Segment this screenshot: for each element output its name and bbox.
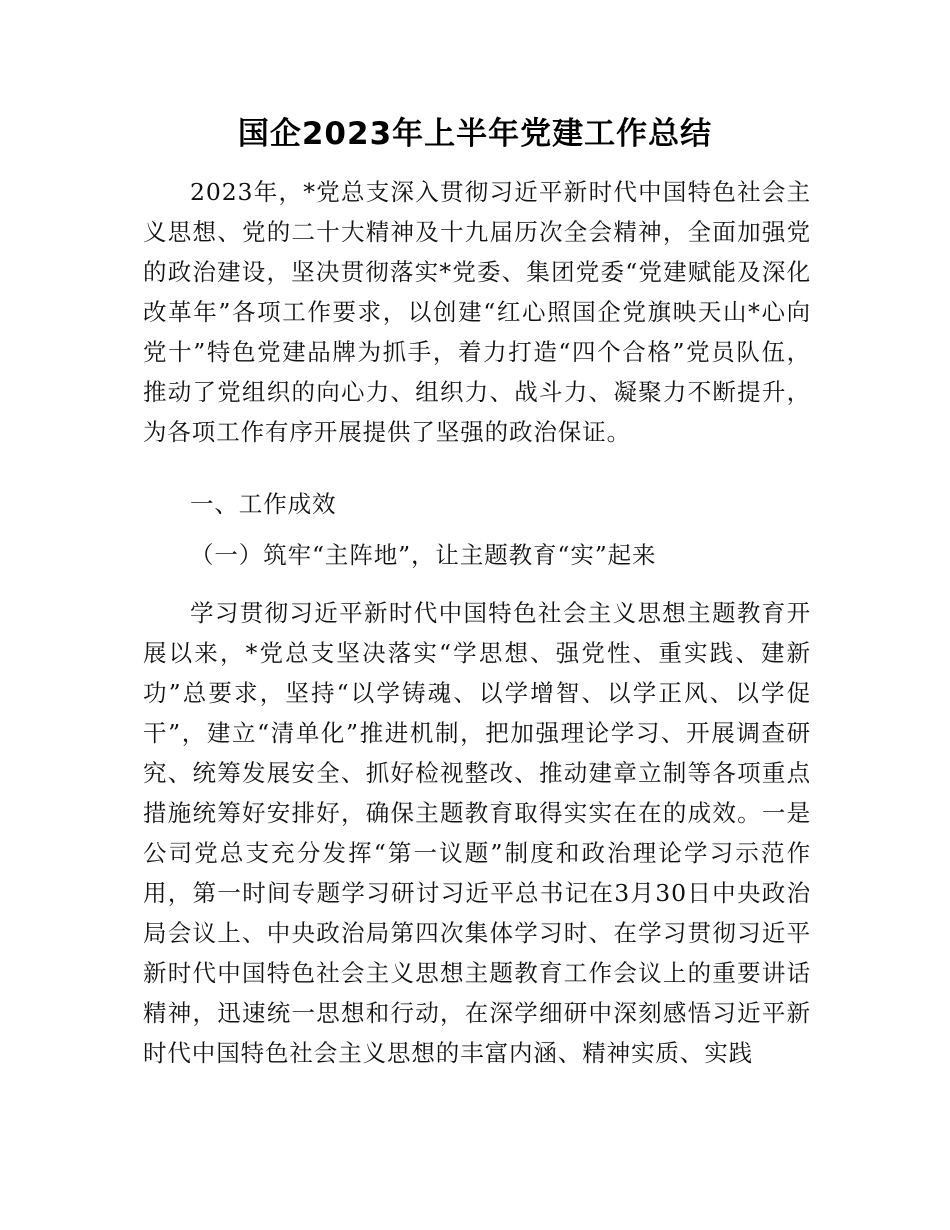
subsection-heading-main-position: （一）筑牢“主阵地”，让主题教育“实”起来: [190, 541, 657, 569]
section-heading-work-results: 一、工作成效: [190, 490, 337, 518]
study-paragraph: 学习贯彻习近平新时代中国特色社会主义思想主题教育开展以来，*党总支坚决落实“学思想、强党性、重实践、建新功”总要求，坚持“以学铸魂、以学增智、以学正风、以学促干”，建立“清单化”推进机制，把加强理论学习、开展调查研究、统筹发展安全、抓好检视整改、推动建章立制等各项重点措施统筹好安排好，确保主题教育取得实实在在的成效。一是公司党总支充分发挥“第一议题”制度和政治理论学习示范作用，第一时间专题学习研讨习近平总书记在3月30日中央政治局会议上、中央政治局第四次集体学习时、在学习贯彻习近平新时代中国特色社会主义思想主题教育工作会议上的重要讲话精神，迅速统一思想和行动，在深学细研中深刻感悟习近平新时代中国特色社会主义思想的丰富内涵、精神实质、实践: [143, 599, 811, 1067]
intro-paragraph: 2023年，*党总支深入贯彻习近平新时代中国特色社会主义思想、党的二十大精神及十九届历次全会精神，全面加强党的政治建设，坚决贯彻落实*党委、集团党委“党建赋能及深化改革年”各项工作要求，以创建“红心照国企党旗映天山*心向党十”特色党建品牌为抓手，着力打造“四个合格”党员队伍，推动了党组织的向心力、组织力、战斗力、凝聚力不断提升，为各项工作有序开展提供了坚强的政治保证。: [143, 178, 811, 446]
document-title: 国企2023年上半年党建工作总结: [237, 116, 713, 152]
